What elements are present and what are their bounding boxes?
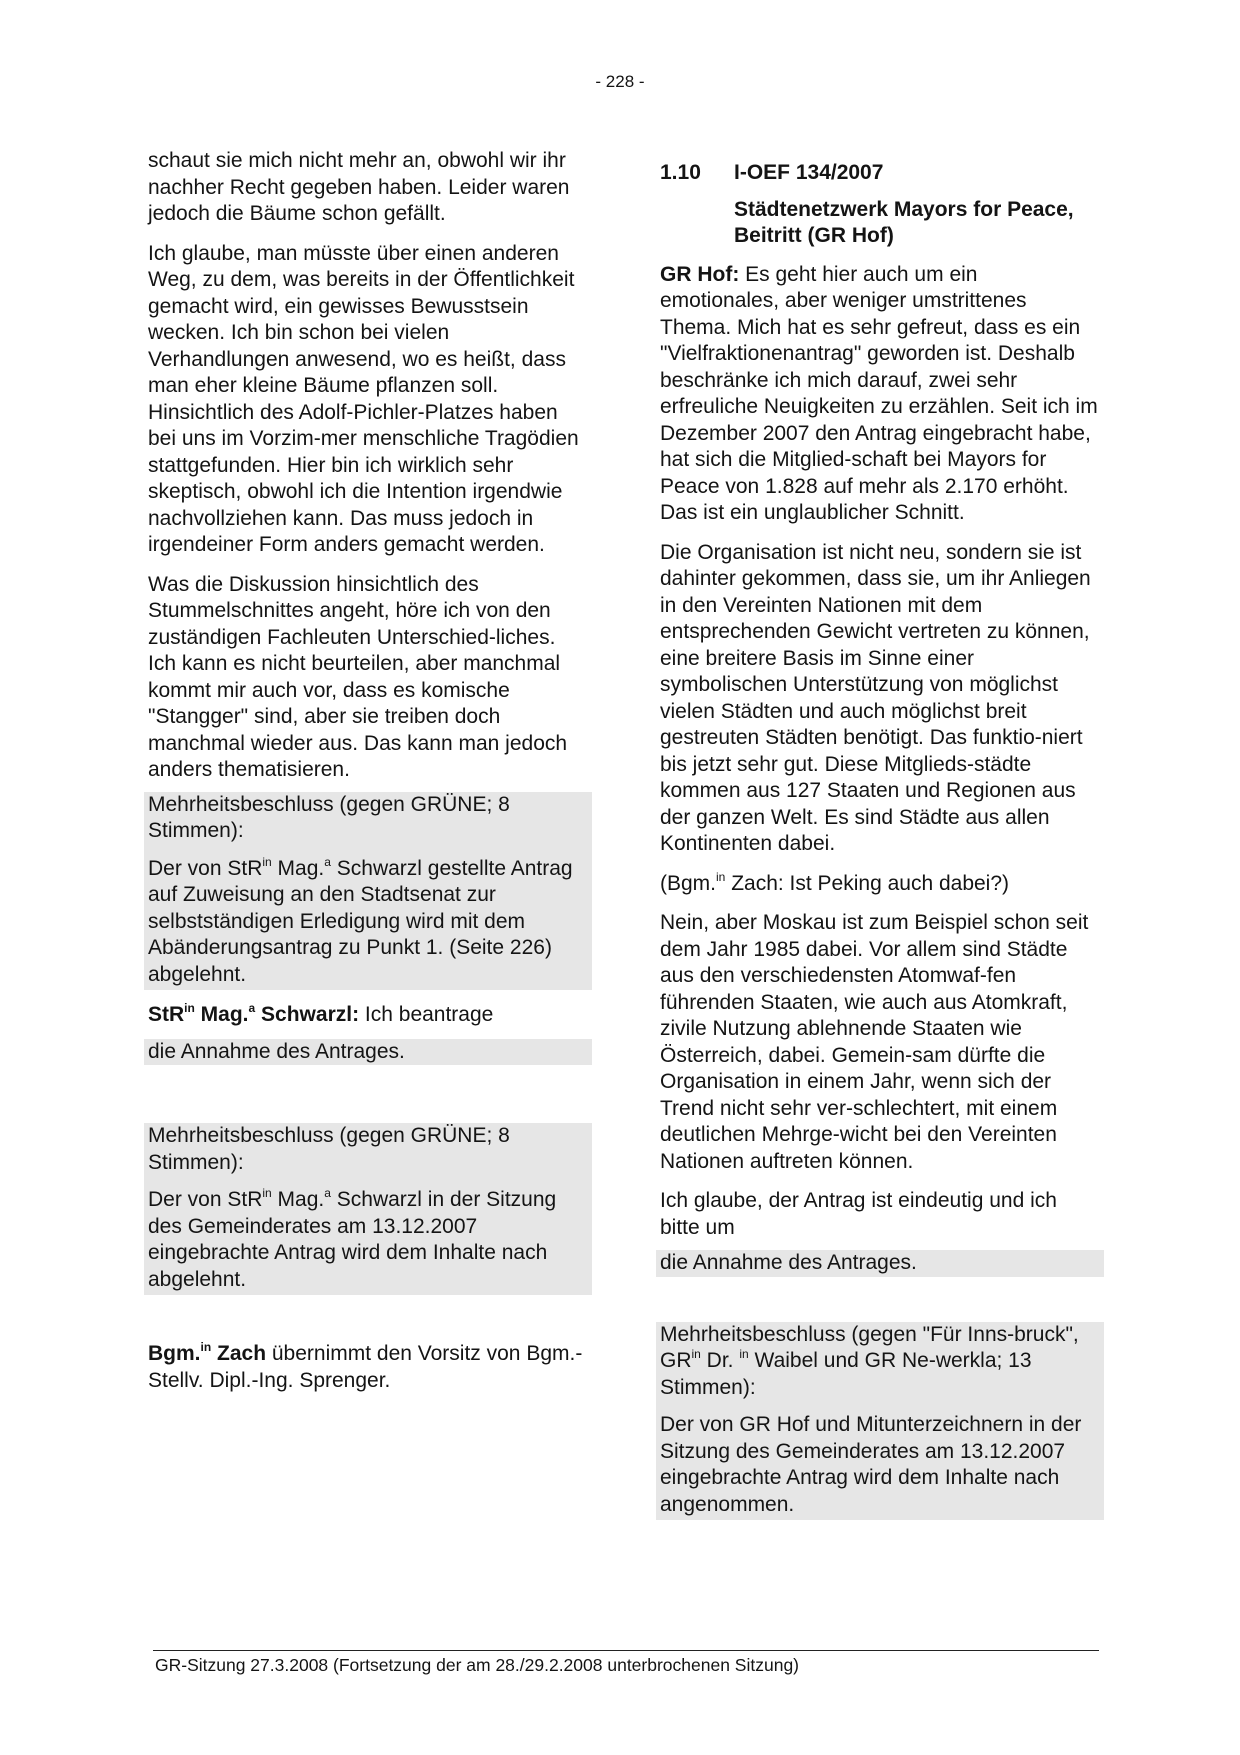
paragraph: Die Organisation ist nicht neu, sondern sie ist dahinter gekommen, dass sie, um ihr Anliegen in den Vereinten Nationen mit dem entsprechenden Gewicht vertreten zu können, eine breitere Basis im Sinne einer symbolischen Unterstützung von möglichst vielen Städten und auch möglichst breit gestreuten Städten benötigt. Das funktio-niert bis jetzt sehr gut. Diese Mitglieds-städte kommen aus 127 Staaten und Regionen aus der ganzen Welt. Es sind Städte aus allen Kontinenten dabei.: [660, 540, 1091, 855]
speaker-name: GR Hof:: [660, 262, 740, 286]
resolution-heading: Mehrheitsbeschluss (gegen "Für Inns-bruck", $GR^{in}$ Dr. $^{in}$ Waibel und GR Ne-werkla; 13 Stimmen):: [660, 1322, 1079, 1399]
paragraph: Was die Diskussion hinsichtlich des Stummelschnittes angeht, höre ich von den zuständigen Fachleuten Unterschied-liches. Ich kann es nicht beurteilen, aber manchmal kommt mir auch vor, dass es komische "Stangger" sind, aber sie treiben doch manchmal wieder aus. Das kann man jedoch anders thematisieren.: [148, 572, 568, 781]
resolution-box: [656, 1322, 1104, 1521]
paragraph: Ich glaube, man müsste über einen anderen Weg, zu dem, was bereits in der Öffentlichkeit gemacht wird, ein gewisses Bewusstsein wecken. Ich bin schon bei vielen Verhandlungen anwesend, wo es heißt, dass man eher kleine Bäume pflanzen soll. Hinsichtlich des Adolf-Pichler-Platzes haben bei uns im Vorzim-mer menschliche Tragödien stattgefunden. Hier bin ich wirklich sehr skeptisch, obwohl ich die Intention irgendwie nachvollziehen kann. Das muss jedoch in irgendeiner Form anders gemacht werden.: [148, 241, 579, 556]
paragraph: GR Hof: Es geht hier auch um ein emotionales, aber weniger umstrittenes Thema. Mich hat es sehr gefreut, dass es ein "Vielfraktionenantrag" geworden ist. Deshalb beschränke ich mich darauf, zwei sehr erfreuliche Neuigkeiten zu erzählen. Seit ich im Dezember 2007 den Antrag eingebracht habe, hat sich die Mitglied-schaft bei Mayors for Peace von 1.828 auf mehr als 2.170 erhöht. Das ist ein unglaublicher Schnitt.: [660, 262, 1098, 524]
resolution-heading: Mehrheitsbeschluss (gegen GRÜNE; 8 Stimmen):: [148, 1124, 510, 1174]
paragraph: Ich glaube, der Antrag ist eindeutig und ich bitte um: [660, 1189, 1057, 1239]
resolution-box: [144, 792, 592, 991]
motion-line: die Annahme des Antrages.: [144, 1039, 592, 1066]
interjection: (Bgm.$^{in}$ Zach: Ist Peking auch dabei?): [660, 869, 1010, 895]
agenda-item-header: [660, 160, 1100, 187]
speaker-name: StR$^{in}$ Mag.$^a$ Schwarzl:: [148, 1001, 360, 1026]
right-column: [660, 148, 1100, 1520]
chair-note: Bgm.$^{in}$ Zach übernimmt den Vorsitz von Bgm.-Stellv. Dipl.-Ing. Sprenger.: [148, 1340, 583, 1392]
paragraph: schaut sie mich nicht mehr an, obwohl wir ihr nachher Recht gegeben haben. Leider waren jedoch die Bäume schon gefällt.: [148, 149, 570, 225]
page-number: - 228 -: [595, 72, 645, 91]
page-footer: GR-Sitzung 27.3.2008 (Fortsetzung der am 28./29.2.2008 unterbrochenen Sitzung): [155, 1655, 800, 1675]
resolution-box: [144, 1123, 592, 1295]
agenda-item-code: I-OEF 134/2007: [734, 161, 884, 184]
resolution-text: Der von StR$^{in}$ Mag.$^a$ Schwarzl gestellte Antrag auf Zuweisung an den Stadtsenat zur selbstständigen Erledigung wird mit dem Abänderungsantrag zu Punkt 1. (Seite 226) abgelehnt.: [148, 854, 573, 986]
resolution-text: Der von StR$^{in}$ Mag.$^a$ Schwarzl in der Sitzung des Gemeinderates am 13.12.2007 eingebrachte Antrag wird dem Inhalte nach abgelehnt.: [148, 1186, 557, 1291]
left-column: [148, 148, 588, 1407]
resolution-text: Der von GR Hof und Mitunterzeichnern in der Sitzung des Gemeinderates am 13.12.2007 eingebrachte Antrag wird dem Inhalte nach angenommen.: [660, 1413, 1082, 1516]
speaker-line: StR$^{in}$ Mag.$^a$ Schwarzl: Ich beantrage: [148, 1001, 494, 1026]
agenda-item-title: Städtenetzwerk Mayors for Peace, Beitritt (GR Hof): [734, 197, 1074, 247]
resolution-heading: Mehrheitsbeschluss (gegen GRÜNE; 8 Stimmen):: [148, 792, 510, 842]
footer-divider: [153, 1650, 1099, 1651]
motion-line: die Annahme des Antrages.: [656, 1250, 1104, 1277]
paragraph: Nein, aber Moskau ist zum Beispiel schon seit dem Jahr 1985 dabei. Vor allem sind Städte aus den verschiedensten Atomwaf-fen führenden Staaten, wie auch aus Atomkraft, zivile Nutzung ablehnende Staaten wie Österreich, dabei. Gemein-sam dürfte die Organisation in einem Jahr, wenn sich der Trend nicht sehr ver-schlechtert, mit einem deutlichen Mehrge-wicht bei den Vereinten Nationen auftreten können.: [660, 911, 1089, 1173]
agenda-item-number: 1.10: [660, 161, 701, 184]
